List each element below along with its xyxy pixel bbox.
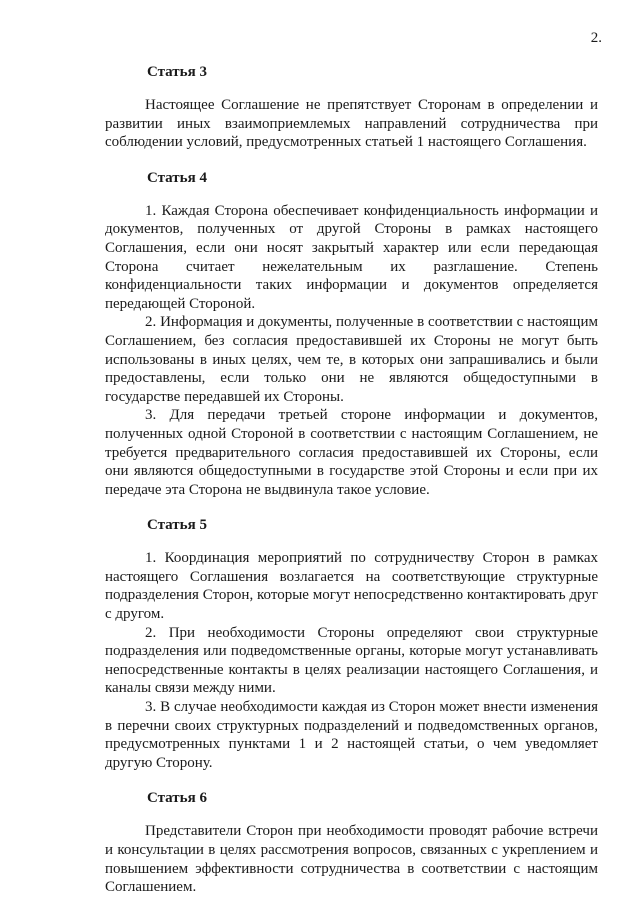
article-paragraph: Настоящее Соглашение не препятствует Сторонам в определении и развитии иных взаимоприемлемых направлений сотрудничества при соблюдении условий, предусмотренных статьей 1 настоящего Соглашения. [105,97,598,151]
page-number: 2. [590,30,602,46]
article-heading: Статья 5 [147,517,207,534]
article-heading: Статья 3 [147,64,207,80]
article-paragraph: 3. Для передачи третьей стороне информации и документов, полученных одной Стороной в соответствии с настоящим Соглашением, не требуется предварительного согласия предоставившей их Стороны, если они являются общедоступными в государстве этой Стороны и если при их передаче эта Сторона не выдвинула такое условие. [105,407,598,498]
article-paragraph: Представители Сторон при необходимости проводят рабочие встречи и консультации в целях рассмотрения вопросов, связанных с укреплением и повышением эффективности сотрудничества в соответствии с настоящим Соглашением. [105,823,598,896]
article-paragraph: 2. При необходимости Стороны определяют свои структурные подразделения или подведомственные органы, которые могут устанавливать непосредственные контакты в целях реализации настоящего Соглашения, и каналы связи между ними. [105,624,598,697]
article-4 [105,168,598,500]
article-paragraph: 2. Информация и документы, полученные в соответствии с настоящим Соглашением, без согласия предоставившей их Стороны не могут быть использованы в иных целях, чем те, в которых они запрашивались и были предоставлены, если только они не являются общедоступными в государстве передавшей их Стороны. [105,314,598,405]
article-heading: Статья 6 [147,790,207,807]
article-paragraph: 3. В случае необходимости каждая из Сторон может внести изменения в перечни своих структурных подразделений и подведомственных органов, предусмотренных пунктами 1 и 2 настоящей статьи, о чем уведомляет другую Сторону. [105,699,598,771]
document-body [105,62,598,897]
article-heading: Статья 4 [147,169,207,186]
article-6 [105,788,598,896]
article-3 [105,62,598,152]
article-paragraph: 1. Каждая Сторона обеспечивает конфиденциальность информации и документов, полученных от другой Стороны в рамках настоящего Соглашения, если они носят закрытый характер или если передающая Сторона считает нежелательным их разглашение. Степень конфиденциальности таких информации и документов определяется передающей Стороной. [105,202,598,312]
article-paragraph: 1. Координация мероприятий по сотрудничеству Сторон в рамках настоящего Соглашения возлагается на соответствующие структурные подразделения Сторон, которые могут непосредственно контактировать друг с другом. [105,550,598,623]
article-5 [105,515,598,772]
